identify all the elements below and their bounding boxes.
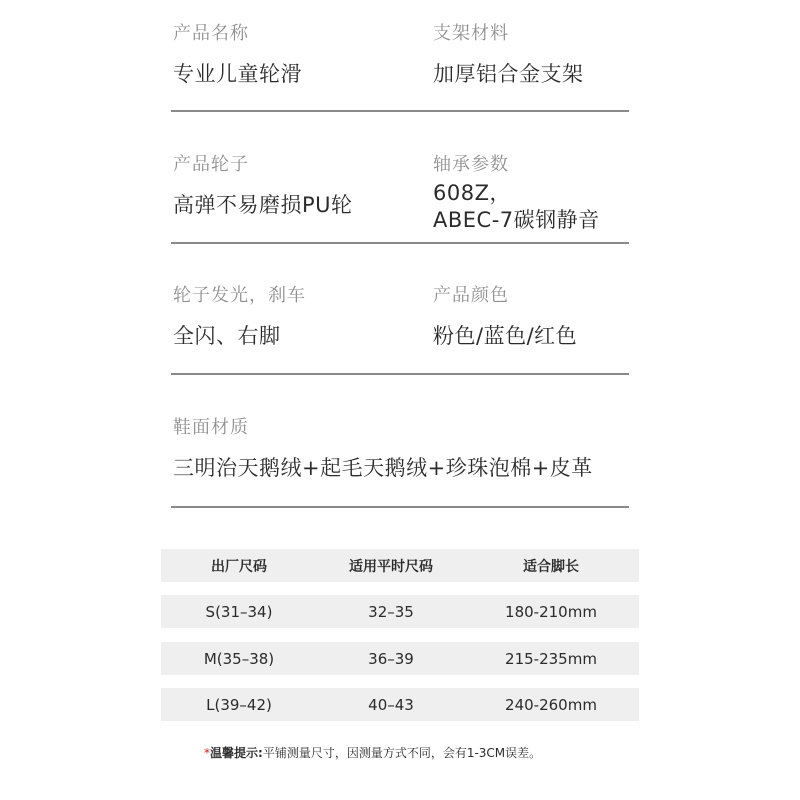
- spec-colors: [433, 284, 577, 350]
- spec-value-line-1: 608Z，: [433, 181, 511, 205]
- header-foot-length: 适合脚长: [523, 558, 579, 575]
- spec-value: 粉色/蓝色/红色: [433, 324, 578, 348]
- cell-foot-length: 215-235mm: [505, 649, 597, 668]
- table-row: [161, 642, 639, 675]
- spec-upper-material: [173, 416, 593, 482]
- spec-bearings: [433, 153, 600, 234]
- spec-label: 轴承参数: [433, 154, 509, 175]
- spec-value: 三明治天鹅绒+起毛天鹅绒+珍珠泡棉+皮革: [173, 456, 593, 480]
- spec-wheels: [173, 153, 353, 219]
- cell-regular-size: 40–43: [368, 695, 414, 714]
- spec-value-line-2: ABEC-7碳钢静音: [433, 208, 600, 232]
- spec-label: 轮子发光，刹车: [173, 285, 306, 306]
- measurement-note: [204, 744, 541, 762]
- spec-value: 高弹不易磨损PU轮: [173, 193, 353, 217]
- spec-value: 专业儿童轮滑: [173, 62, 302, 86]
- table-row: [161, 688, 639, 721]
- spec-light-brake: [173, 284, 306, 350]
- cell-regular-size: 36–39: [368, 649, 414, 668]
- spec-value: 加厚铝合金支架: [433, 62, 584, 86]
- cell-factory-size: M(35–38): [203, 649, 275, 668]
- table-row: [161, 595, 639, 628]
- cell-regular-size: 32–35: [368, 602, 414, 621]
- cell-foot-length: 240-260mm: [505, 695, 597, 714]
- spec-label: 产品名称: [173, 23, 249, 44]
- spec-row-4: [171, 416, 629, 508]
- note-text: 平铺测量尺寸，因测量方式不同，会有1-3CM误差。: [262, 746, 542, 760]
- spec-row-1: [171, 22, 629, 112]
- spec-row-2: [171, 153, 629, 244]
- spec-label: 产品颜色: [433, 285, 509, 306]
- note-title: 温馨提示:: [210, 746, 263, 760]
- spec-label: 鞋面材质: [173, 417, 249, 438]
- size-table-header: [161, 549, 639, 582]
- cell-factory-size: L(39–42): [206, 695, 272, 714]
- spec-value: 全闪、右脚: [173, 324, 281, 348]
- spec-label: 支架材料: [433, 23, 509, 44]
- header-factory-size: 出厂尺码: [211, 558, 267, 575]
- spec-frame-material: [433, 22, 584, 88]
- spec-value: [433, 180, 600, 234]
- spec-row-3: [171, 284, 629, 375]
- spec-label: 产品轮子: [173, 154, 249, 175]
- cell-foot-length: 180-210mm: [505, 602, 597, 621]
- header-regular-size: 适用平时尺码: [349, 558, 433, 575]
- note-asterisk: *: [204, 746, 210, 760]
- cell-factory-size: S(31–34): [205, 602, 273, 621]
- spec-product-name: [173, 22, 302, 88]
